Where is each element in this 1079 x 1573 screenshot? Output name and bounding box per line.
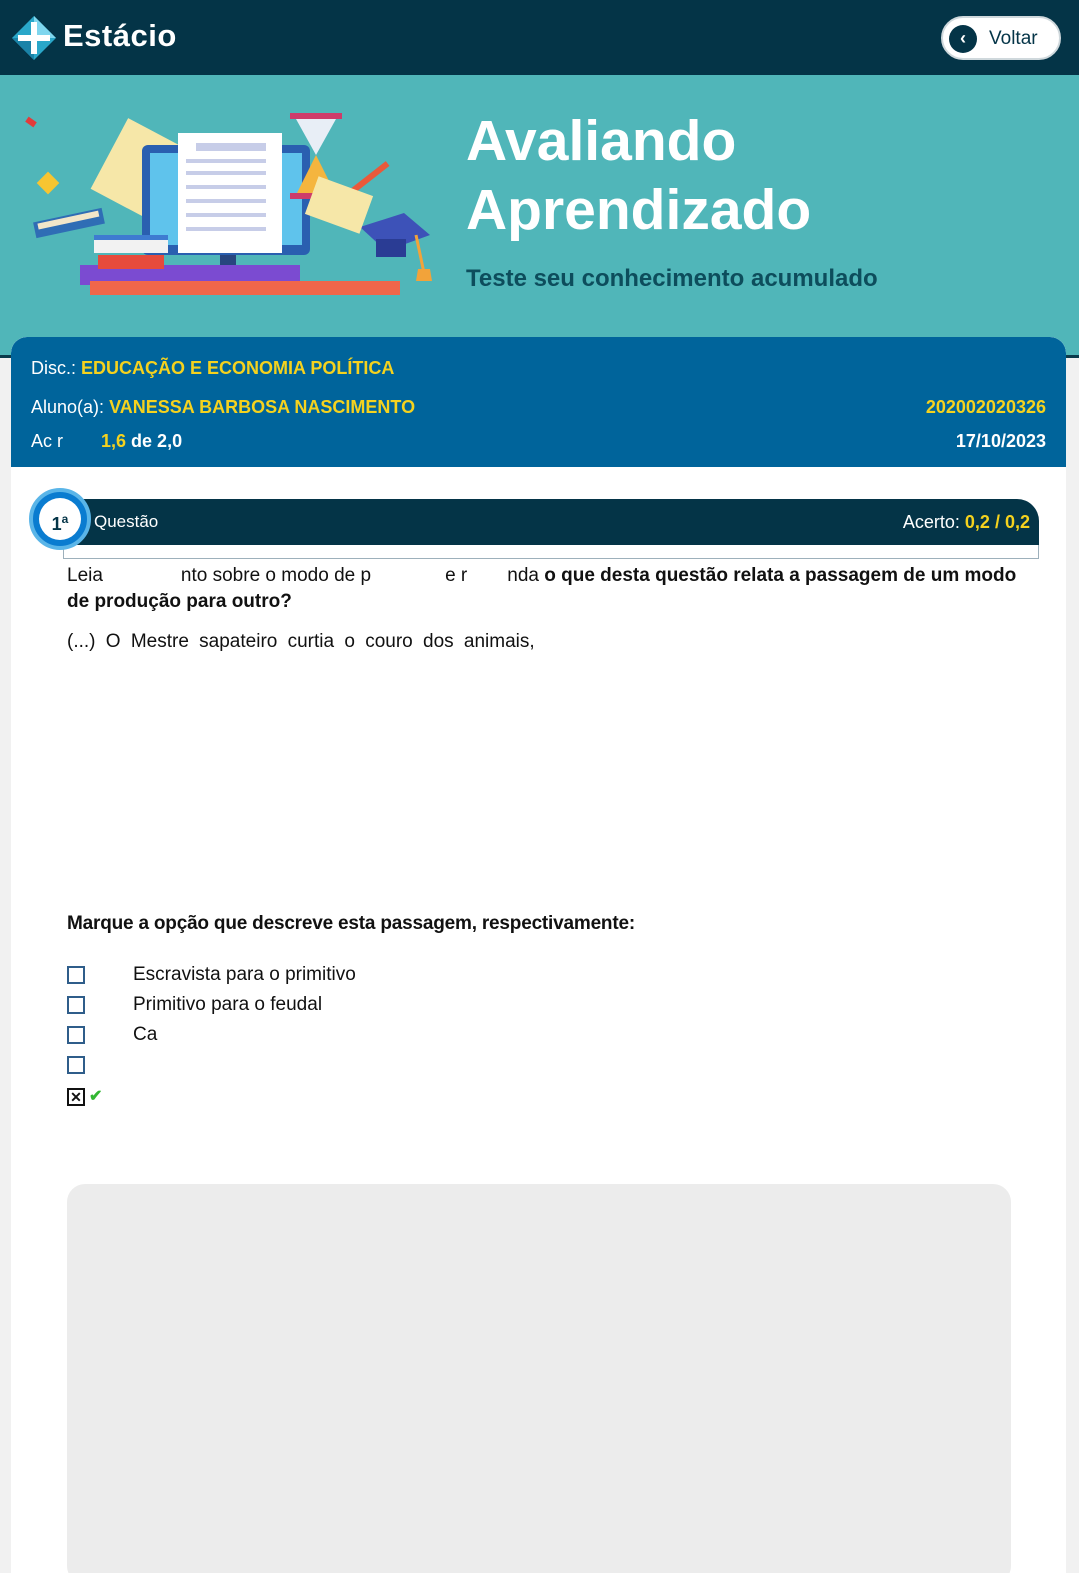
back-button[interactable] [941, 16, 1061, 60]
question-score-separator: / [994, 512, 1000, 532]
exam-date: 17/10/2023 [955, 431, 1046, 451]
page-title-line2: Aprendizado [466, 178, 812, 242]
option-label: Ca [133, 1024, 158, 1045]
discipline-value: EDUCAÇÃO E ECONOMIA POLÍTICA [81, 358, 395, 378]
answer-option[interactable] [67, 1054, 967, 1078]
question-statement [67, 563, 1017, 615]
option-checkbox[interactable] [67, 1026, 85, 1044]
question-bar [43, 499, 1039, 545]
option-label: Escravista para o primitivo [133, 964, 356, 985]
student-id: 202002020326 [925, 397, 1046, 417]
assessment-card [11, 337, 1066, 1573]
question-number-sup: a [61, 512, 69, 526]
score-label: Ac r [31, 431, 64, 451]
score-row [31, 431, 63, 452]
correct-check-icon: ✔ [89, 1088, 103, 1105]
option-label: Primitivo para o feudal [133, 994, 323, 1015]
question-number-value: 1 [51, 514, 62, 534]
question-score [903, 512, 1030, 533]
question-text-bold: o que desta questão relata a passagem de um modo de produção para outro? [67, 565, 1017, 612]
page-title-line1: Avaliando [466, 109, 737, 173]
question-number-badge [29, 488, 91, 550]
logo-text: Estácio [63, 18, 177, 53]
discipline-row [31, 358, 394, 379]
question-score-label: Acerto: [902, 512, 960, 532]
top-bar [0, 0, 1079, 75]
estacio-logo-icon [10, 14, 58, 62]
question-number [39, 498, 81, 540]
discipline-label: Disc.: [31, 358, 76, 378]
question-score-value: 0,2 [964, 512, 990, 532]
question-text-part4: nda [507, 565, 539, 586]
question-text-part1: Leia [67, 565, 103, 586]
hero-banner [0, 75, 1079, 358]
chevron-left-icon: ‹ [949, 25, 977, 53]
exam-illustration-icon [20, 105, 440, 305]
question-text-part3: e r [445, 565, 468, 586]
answer-feedback-panel [67, 1184, 1011, 1573]
question-quote: (...) O Mestre sapateiro curtia o couro dos animais, [67, 631, 535, 652]
option-checkbox[interactable] [67, 996, 85, 1014]
back-button-label: Voltar [989, 28, 1038, 49]
student-label: Aluno(a): [31, 397, 105, 417]
page-title [466, 107, 811, 245]
question-bar-underline [63, 544, 1039, 559]
page-subtitle: Teste seu conhecimento acumulado [466, 265, 878, 292]
answer-option[interactable] [67, 1024, 967, 1048]
question-label: Questão [94, 512, 159, 531]
option-checkbox[interactable] [67, 1056, 85, 1074]
total-score-value: 1,6 [101, 431, 127, 451]
student-name: VANESSA BARBOSA NASCIMENTO [109, 397, 416, 417]
question-text-part2: nto sobre o modo de p [180, 565, 372, 586]
total-score-max: de 2,0 [131, 431, 183, 451]
question-instruction: Marque a opção que descreve esta passagem, respectivamente: [67, 913, 635, 934]
option-checkbox-checked[interactable]: ✕ [67, 1088, 85, 1106]
student-row [31, 397, 415, 418]
answer-option[interactable] [67, 964, 967, 988]
student-info-header [11, 337, 1066, 467]
option-checkbox[interactable] [67, 966, 85, 984]
question-score-max: 0,2 [1004, 512, 1030, 532]
answer-option[interactable] [67, 994, 967, 1018]
answer-option-selected[interactable] [67, 1086, 967, 1110]
total-score [101, 431, 182, 452]
